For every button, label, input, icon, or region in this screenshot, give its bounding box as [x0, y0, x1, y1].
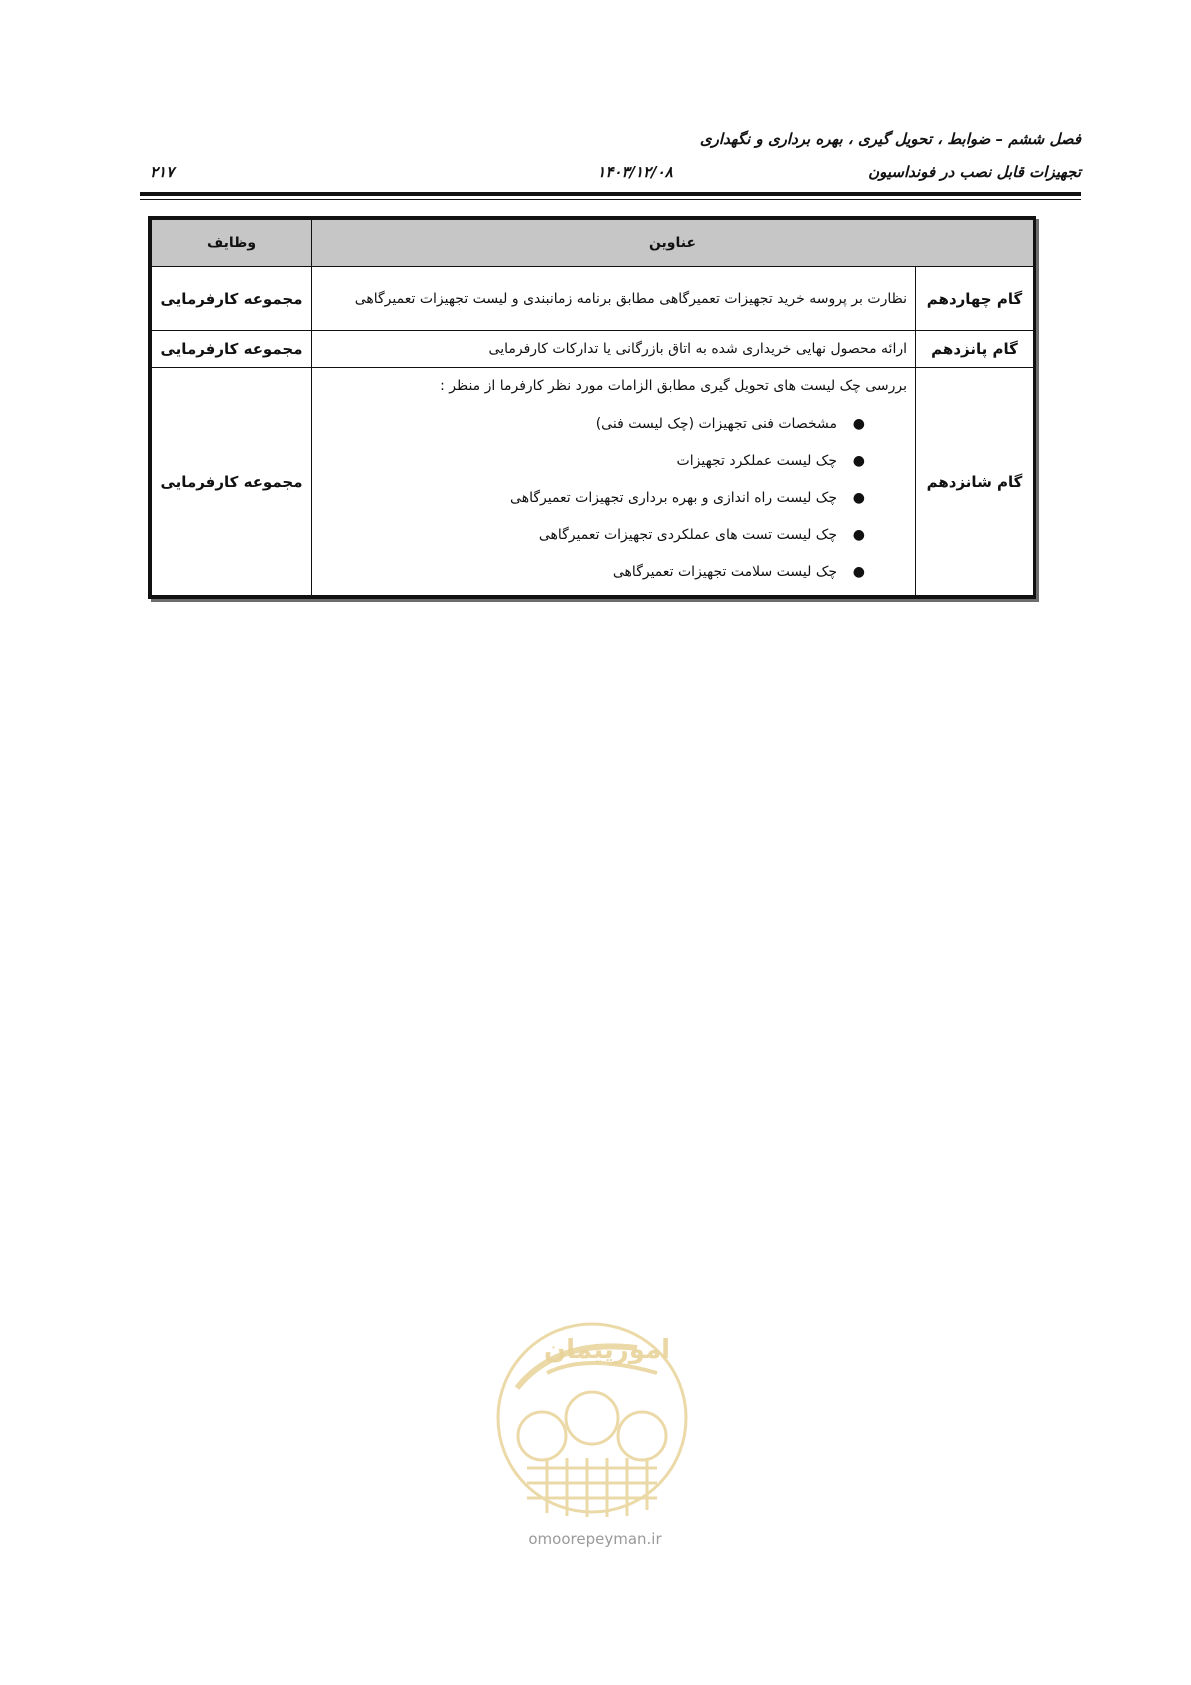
step-title: ارائه محصول نهایی خریداری شده به اتاق بازرگانی یا تدارکات کارفرمایی: [312, 331, 916, 368]
bullet-icon: ●: [852, 490, 865, 506]
step-label: گام شانزدهم: [916, 368, 1034, 596]
step-duty: مجموعه کارفرمایی: [152, 331, 312, 368]
table-row: [152, 368, 1034, 596]
watermark-logo-icon: [487, 1318, 697, 1518]
step-duty: مجموعه کارفرمایی: [152, 368, 312, 596]
list-item: ● چک لیست راه اندازی و بهره برداری تجهیزات تعمیرگاهی: [320, 480, 837, 517]
steps-table: [148, 216, 1036, 599]
step-title: نظارت بر پروسه خرید تجهیزات تعمیرگاهی مطابق برنامه زمانبندی و لیست تجهیزات تعمیرگاهی: [312, 267, 916, 331]
step-duty: مجموعه کارفرمایی: [152, 267, 312, 331]
list-item: ● چک لیست عملکرد تجهیزات: [320, 443, 837, 480]
list-item: ● مشخصات فنی تجهیزات (چک لیست فنی): [320, 406, 837, 443]
list-item: ● چک لیست سلامت تجهیزات تعمیرگاهی: [320, 554, 837, 591]
chapter-title: فصل ششم – ضوابط ، تحویل گیری ، بهره برداری و نگهداری: [699, 130, 1081, 148]
list-item: ● چک لیست تست های عملکردی تجهیزات تعمیرگاهی: [320, 517, 837, 554]
step-label: گام پانزدهم: [916, 331, 1034, 368]
bullet-icon: ●: [852, 564, 865, 580]
header-titles: عناوین: [312, 220, 1034, 267]
header-rule-thin: [140, 199, 1081, 200]
bullet-icon: ●: [852, 453, 865, 469]
table-row: [152, 267, 1034, 331]
header-duties: وظایف: [152, 220, 312, 267]
step-title-with-list: [312, 368, 916, 596]
checklist: [320, 406, 907, 591]
watermark-logo-text: امورپیمان: [543, 1335, 671, 1365]
bullet-icon: ●: [852, 416, 865, 432]
section-subtitle: تجهیزات قابل نصب در فونداسیون: [868, 163, 1081, 181]
header-date: ۱۴۰۳/۱۲/۰۸: [597, 163, 673, 181]
watermark-url: omoorepeyman.ir: [528, 1530, 662, 1548]
step-title: بررسی چک لیست های تحویل گیری مطابق الزامات مورد نظر کارفرما از منظر :: [440, 378, 907, 394]
table-header-row: [152, 220, 1034, 267]
step-label: گام چهاردهم: [916, 267, 1034, 331]
header-rule-thick: [140, 192, 1081, 196]
table-row: [152, 331, 1034, 368]
page-number: ۲۱۷: [150, 163, 175, 181]
bullet-icon: ●: [852, 527, 865, 543]
